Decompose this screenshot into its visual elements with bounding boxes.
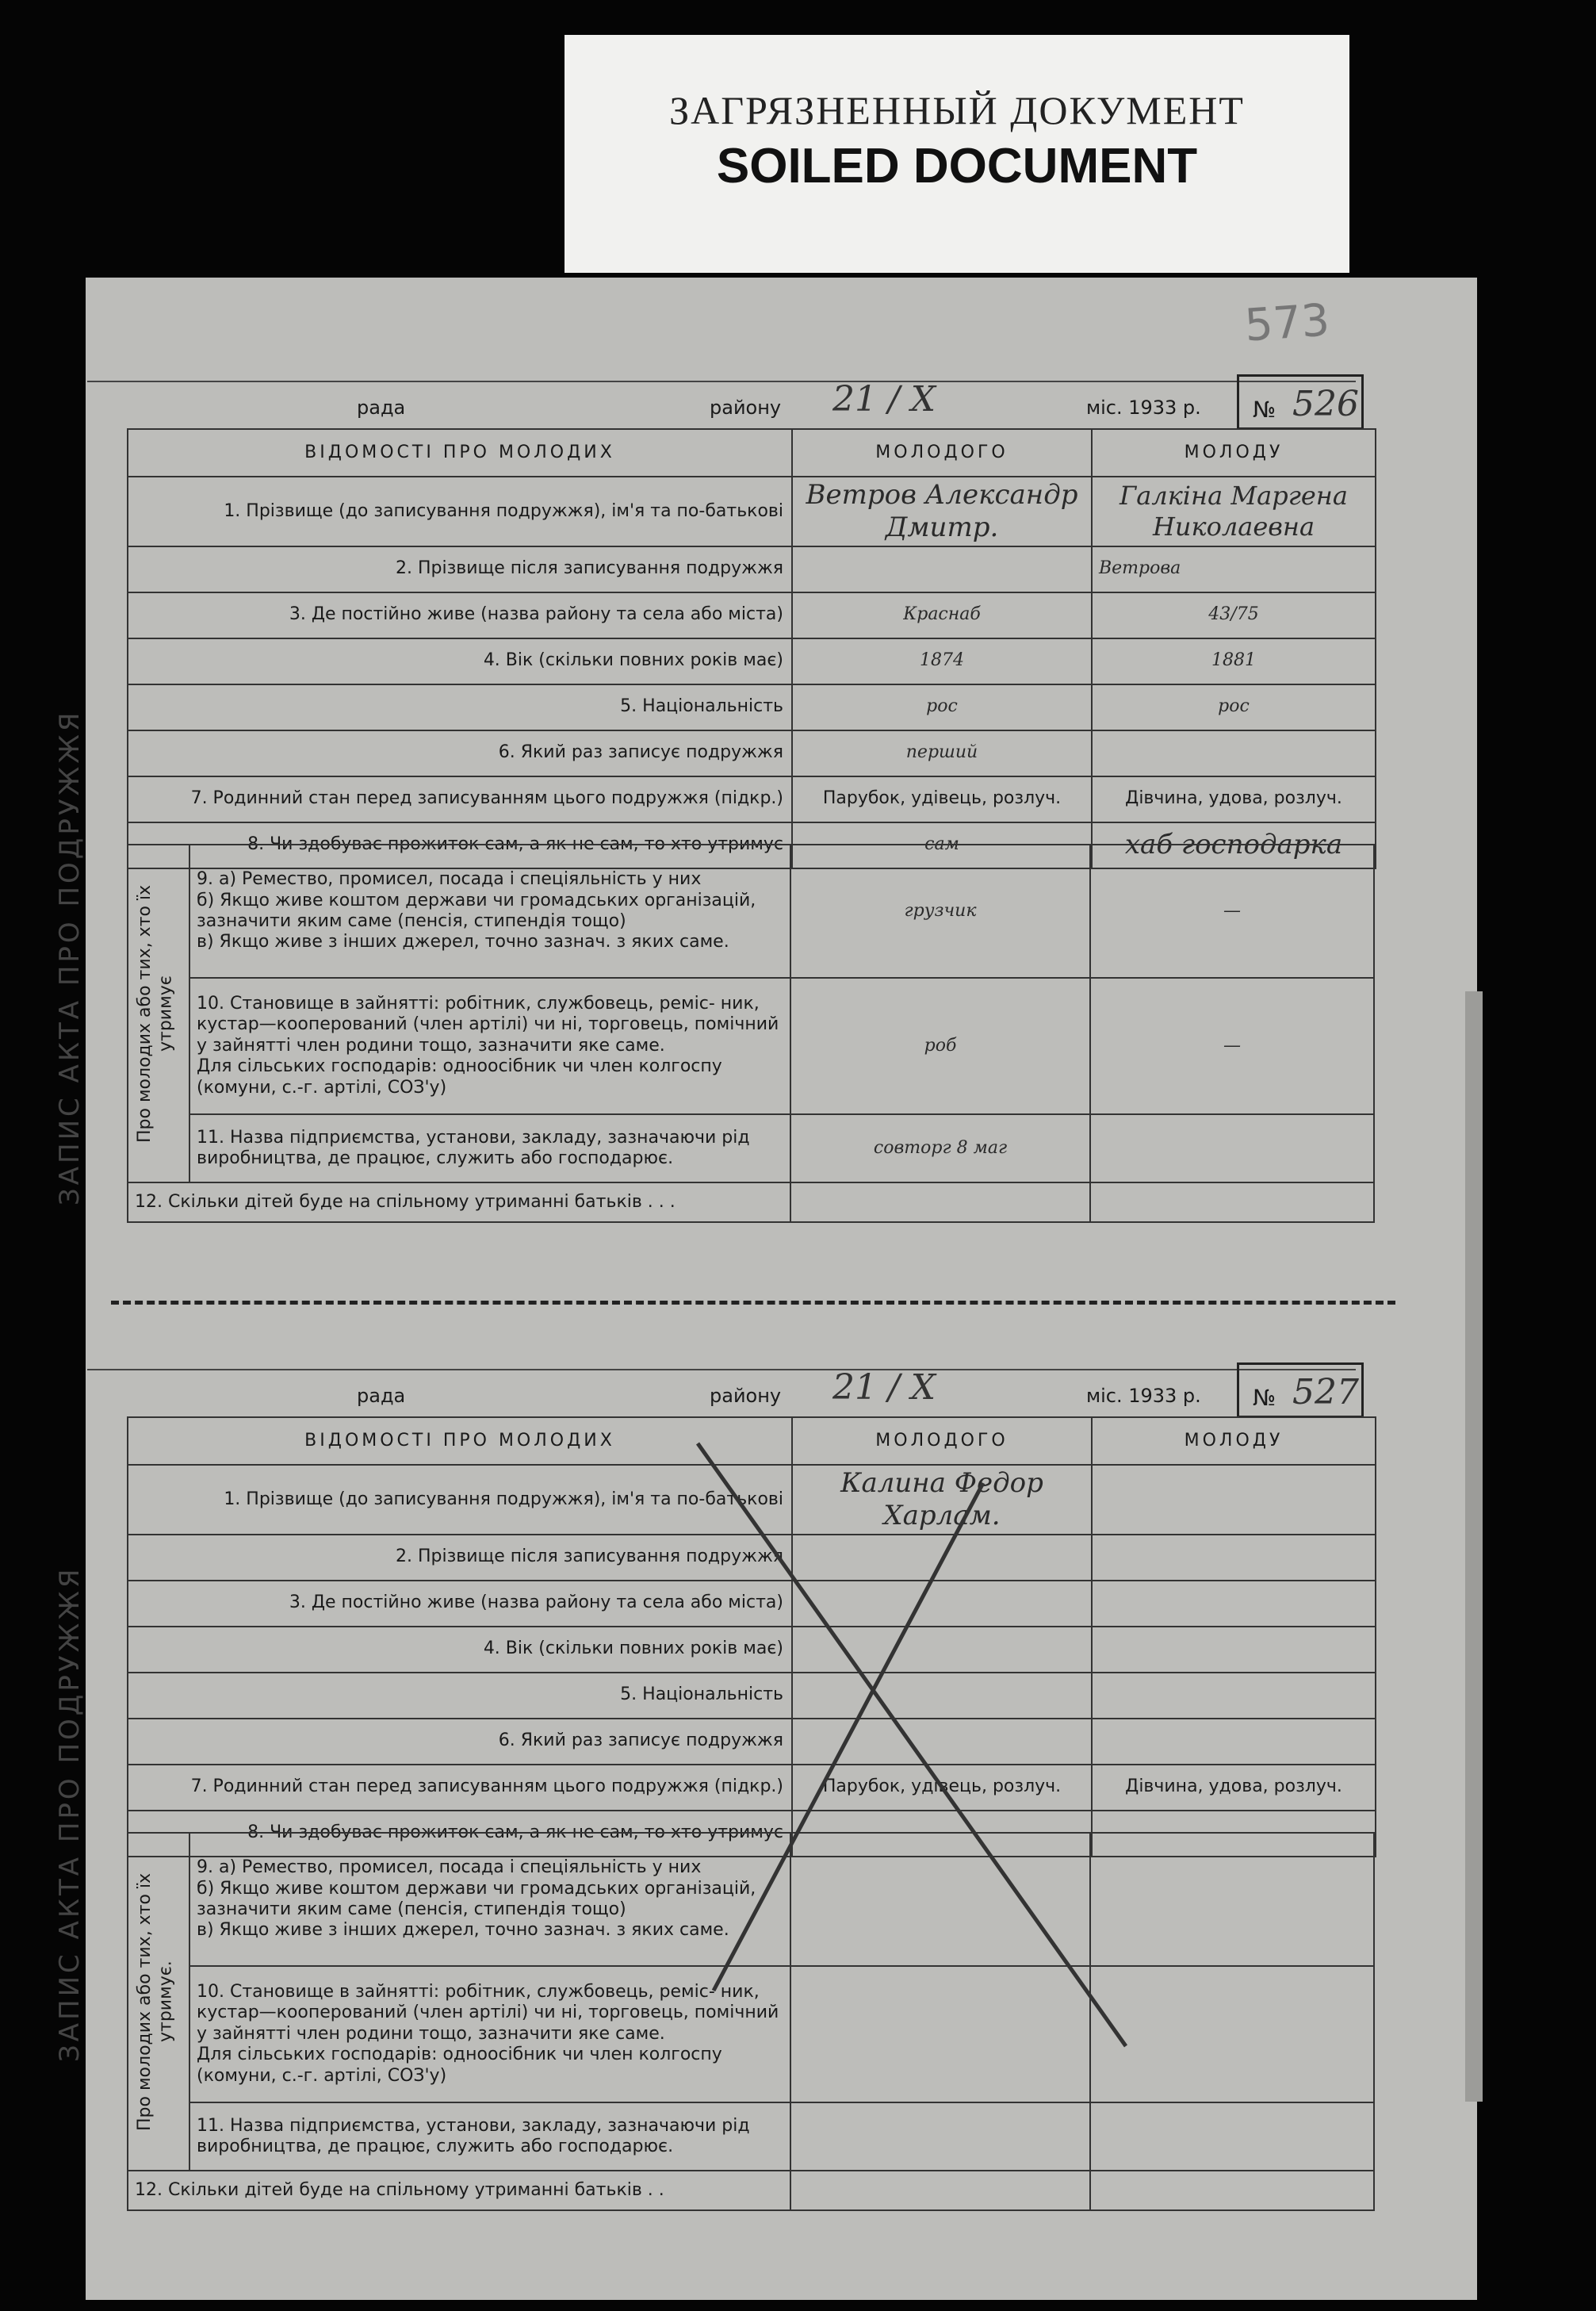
side-label: Про молодих або тих, хто їх утримує. [135,1872,176,2131]
bride-header: МОЛОДУ [1092,429,1376,477]
question-10: 10. Становище в зайнятті: робітник, службовець, реміс- ник, кустар—кооперований (член артілі) чи ні, торговець, помічний у зайнятті член родини тощо, зазначити яке саме. Для сільських господарів: одноосібник чи член колгоспу (комуни, с.-г. артілі, СОЗ'у) [189,978,790,1114]
bride-status: — [1090,978,1374,1114]
question-12: 12. Скільки дітей буде на спільному утриманні батьків . . . [128,1182,790,1222]
paper-edge [1465,991,1483,2102]
groom-value: Калина Федор Харлам. [792,1465,1092,1535]
bride-value: Ветрова [1092,546,1376,592]
bride-value: Дівчина, удова, розлуч. [1092,776,1376,822]
record-number: 526 [1292,384,1359,424]
date-handwritten: 21 / X [832,379,936,420]
question-9: 9. а) Ремество, промисел, посада і спеціяльність у них б) Якщо живе коштом держави чи громадських організацій, зазначити яким саме (пенсія, стипендія тощо) в) Якщо живе з інших джерел, точно зазнач. з яких саме. [189,1833,790,1966]
bride-value: 1881 [1092,638,1376,684]
bride-workplace [1090,1114,1374,1182]
strike-line-1 [698,1443,1126,2046]
row-label: 4. Вік (скільки повних років має) [128,638,792,684]
groom-value: Парубок, удівець, розлуч. [792,776,1092,822]
form-header [127,1361,1364,1416]
groom-status: роб [790,978,1090,1114]
bride-value [1092,730,1376,776]
archive-number: 573 [1242,294,1332,352]
row-label: 3. Де постійно живе (назва району та села або міста) [128,1581,792,1627]
strike-through-cross [682,1420,1158,2054]
question-10: 10. Становище в зайнятті: робітник, службовець, реміс- ник, кустар—кооперований (член артілі) чи ні, торговець, помічний у зайнятті член родини тощо, зазначити яке саме. Для сільських господарів: одноосібник чи член колгоспу (комуни, с.-г. артілі, СОЗ'у) [189,1966,790,2102]
table-title: ВІДОМОСТІ ПРО МОЛОДИХ [128,1417,792,1465]
bride-header: МОЛОДУ [1092,1417,1376,1465]
bride-occupation: — [1090,845,1374,978]
groom-value: Ветров Александр Дмитр. [792,477,1092,546]
groom-header: МОЛОДОГО [792,429,1092,477]
form-table-occupation [127,844,1375,1223]
month-year-label: міс. 1933 р. [1086,1385,1201,1407]
strike-line-2 [714,1483,983,1991]
row-label: 8. Чи здобуває прожиток сам, а як не сам, то хто утримує [128,822,792,868]
row-label: 8. Чи здобуває прожиток сам, а як не сам, то хто утримує [128,1811,792,1857]
rayon-label: району [710,397,782,419]
form-table [127,428,1376,869]
row-label: 6. Який раз записує подружжя [128,1719,792,1765]
form-header [127,373,1364,428]
row-label: 7. Родинний стан перед записуванням цього подружжя (підкр.) [128,1765,792,1811]
row-label: 4. Вік (скільки повних років має) [128,1627,792,1673]
side-title-top: ЗАПИС АКТА ПРО ПОДРУЖЖЯ [54,709,86,1205]
bride-value: хаб господарка [1092,822,1376,868]
month-year-label: міс. 1933 р. [1086,397,1201,419]
row-label: 3. Де постійно живе (назва району та села або міста) [128,592,792,638]
label-english: SOILED DOCUMENT [716,139,1198,194]
soiled-document-label [565,35,1349,273]
row-label: 6. Який раз записує подружжя [128,730,792,776]
bride-value: Галкіна Маргена Николаевна [1092,477,1376,546]
row-label: 5. Національність [128,684,792,730]
number-label: № [1253,397,1276,423]
groom-value: перший [792,730,1092,776]
groom-value: 1874 [792,638,1092,684]
number-label: № [1253,1385,1276,1411]
groom-header: МОЛОДОГО [792,1417,1092,1465]
bride-value: 43/75 [1092,592,1376,638]
record-number: 527 [1292,1372,1359,1412]
side-label: Про молодих або тих, хто їх утримує [135,884,176,1143]
row-label: 5. Національність [128,1673,792,1719]
row-label: 2. Прізвище після записування подружжя [128,546,792,592]
date-handwritten: 21 / X [832,1367,936,1408]
groom-value: Парубок, удівець, розлуч. [792,1765,1092,1811]
row-label: 2. Прізвище після записування подружжя [128,1535,792,1581]
question-11: 11. Назва підприємства, установи, закладу, зазначаючи рід виробництва, де працює, служить або господарює. [189,2102,790,2171]
question-9: 9. а) Ремество, промисел, посада і спеціяльність у них б) Якщо живе коштом держави чи громадських організацій, зазначити яким саме (пенсія, стипендія тощо) в) Якщо живе з інших джерел, точно зазнач. з яких саме. [189,845,790,978]
side-title-bottom: ЗАПИС АКТА ПРО ПОДРУЖЖЯ [54,1566,86,2062]
row-label: 7. Родинний стан перед записуванням цього подружжя (підкр.) [128,776,792,822]
groom-value: Краснаб [792,592,1092,638]
groom-value: сам [792,822,1092,868]
rada-label: рада [357,397,406,419]
row-label: 1. Прізвище (до записування подружжя), ім'я та по-батькові [128,1465,792,1535]
rayon-label: району [710,1385,782,1407]
groom-occupation: грузчик [790,845,1090,978]
label-russian: ЗАГРЯЗНЕННЫЙ ДОКУМЕНТ [669,88,1245,132]
question-11: 11. Назва підприємства, установи, закладу, зазначаючи рід виробництва, де працює, служить або господарює. [189,1114,790,1182]
groom-value [792,546,1092,592]
row-label: 1. Прізвище (до записування подружжя), ім'я та по-батькові [128,477,792,546]
cut-line [111,1301,1395,1305]
groom-value: рос [792,684,1092,730]
question-12: 12. Скільки дітей буде на спільному утриманні батьків . . [128,2171,790,2210]
bride-value: рос [1092,684,1376,730]
groom-workplace: совторг 8 маг [790,1114,1090,1182]
bride-value: Дівчина, удова, розлуч. [1092,1765,1376,1811]
rada-label: рада [357,1385,406,1407]
table-title: ВІДОМОСТІ ПРО МОЛОДИХ [128,429,792,477]
